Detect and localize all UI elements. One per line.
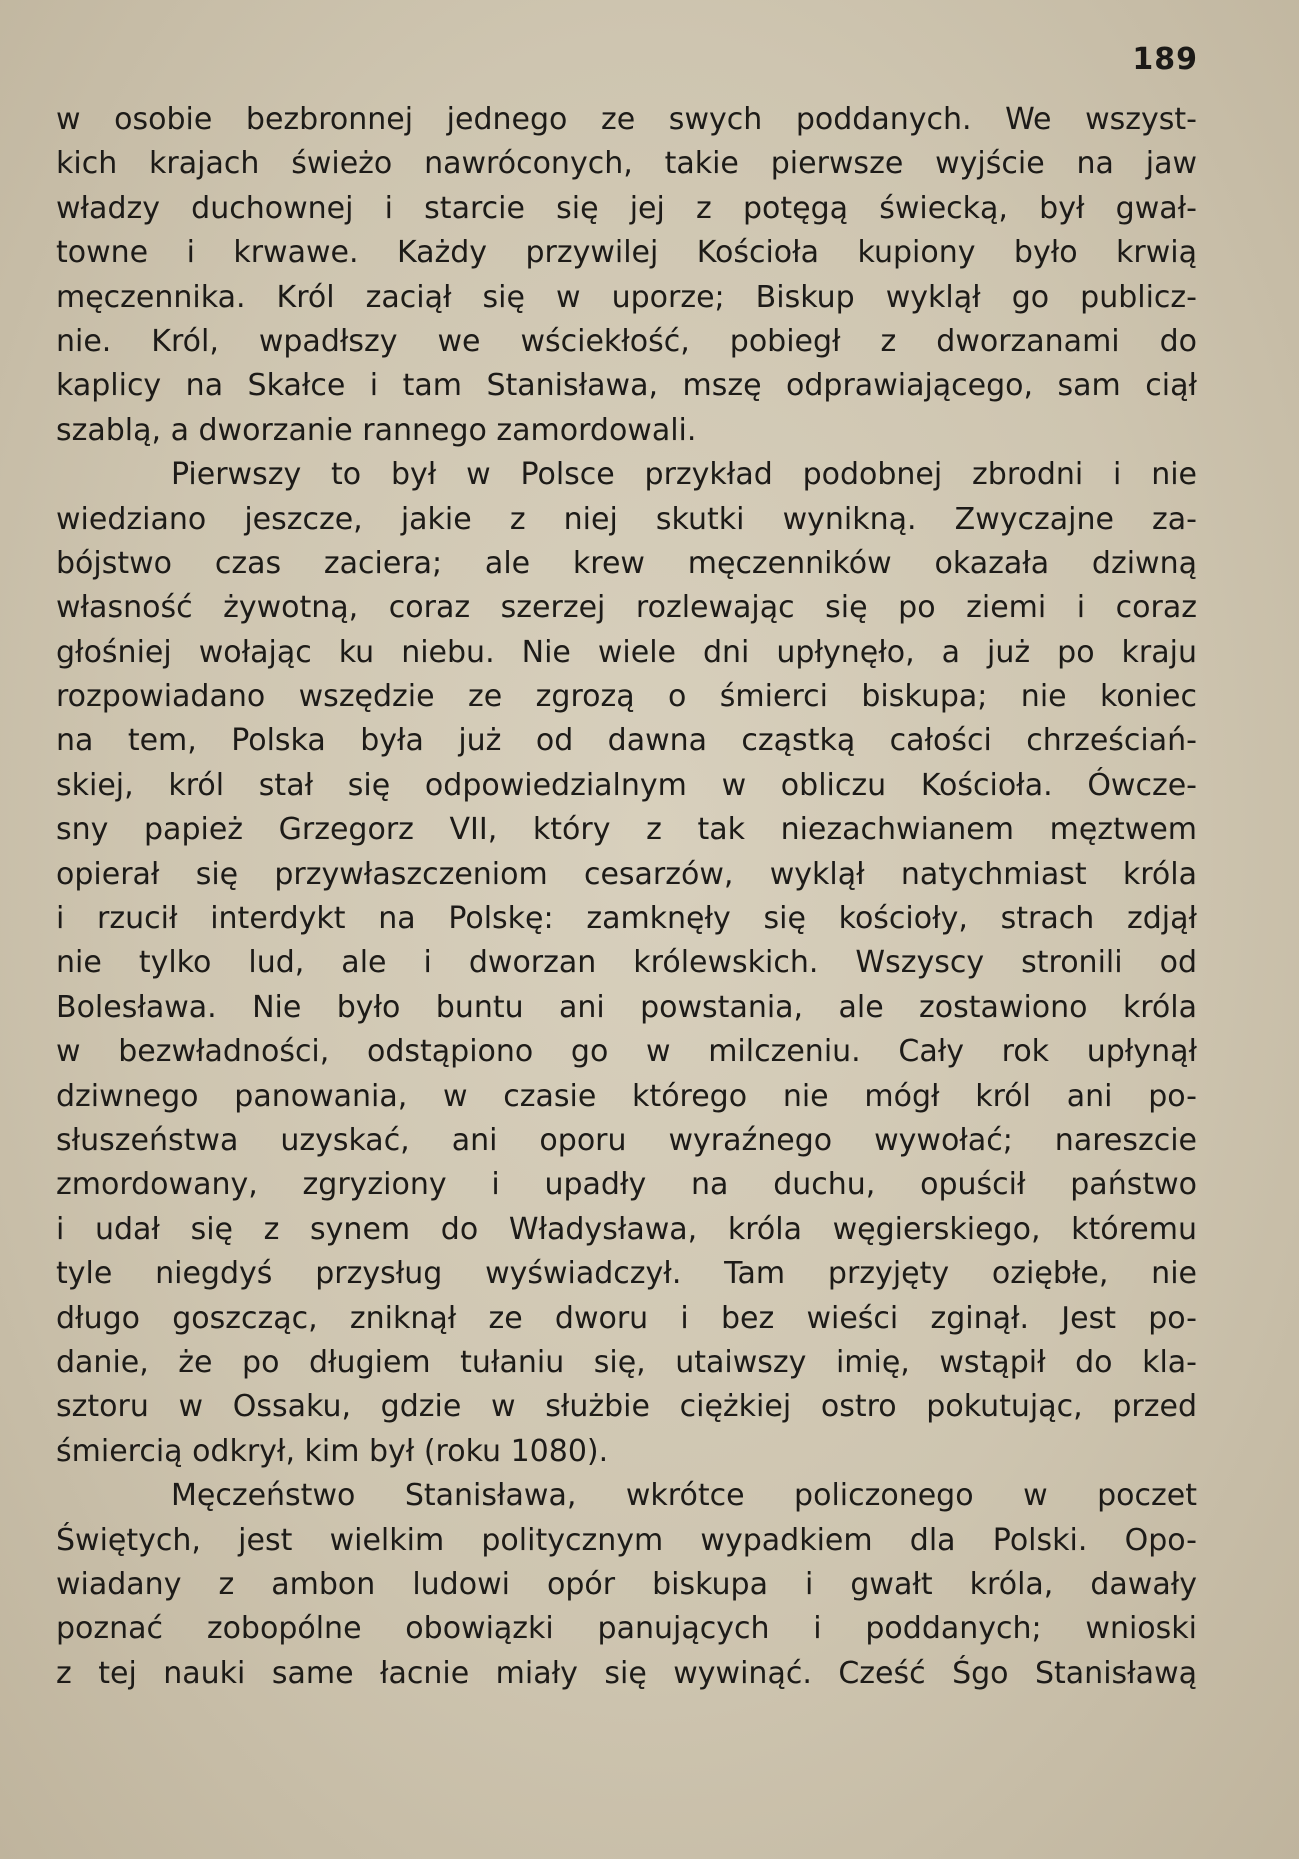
text-line: kich krajach świeżo nawróconych, takie pierwsze wyjście na jaw <box>56 146 1197 182</box>
text-line: własność żywotną, coraz szerzej rozlewając się po ziemi i coraz <box>56 590 1197 626</box>
text-line: Pierwszy to był w Polsce przykład podobnej zbrodni i nie <box>171 457 1197 493</box>
text-line: opierał się przywłaszczeniom cesarzów, wyklął natychmiast króla <box>56 856 1197 892</box>
text-line: kaplicy na Skałce i tam Stanisława, mszę odprawiającego, sam ciął <box>56 368 1197 404</box>
text-line: śmiercią odkrył, kim był (roku 1080). <box>56 1433 609 1469</box>
text-line: i udał się z synem do Władysława, króla węgierskiego, któremu <box>56 1211 1197 1247</box>
paragraph-2 <box>56 453 1197 1474</box>
text-line: w osobie bezbronnej jednego ze swych poddanych. We wszyst- <box>56 102 1197 137</box>
text-line: skiej, król stał się odpowiedzialnym w obliczu Kościoła. Ówcze- <box>56 767 1197 803</box>
page-number: 189 <box>1132 42 1198 77</box>
text-line: długo goszcząc, zniknął ze dworu i bez wieści zginął. Jest po- <box>56 1300 1197 1336</box>
body-text <box>56 98 1197 1696</box>
text-line: Świętych, jest wielkim politycznym wypadkiem dla Polski. Opo- <box>56 1522 1197 1558</box>
text-line: na tem, Polska była już od dawna cząstką całości chrześciań- <box>56 723 1197 759</box>
paragraph-1 <box>56 98 1197 453</box>
text-line: towne i krwawe. Każdy przywilej Kościoła kupiony było krwią <box>56 235 1197 271</box>
text-line: Bolesława. Nie było buntu ani powstania, ale zostawiono króla <box>56 989 1197 1025</box>
text-line: rozpowiadano wszędzie ze zgrozą o śmierci biskupa; nie koniec <box>56 679 1197 715</box>
text-line: szablą, a dworzanie rannego zamordowali. <box>56 412 697 448</box>
text-line: i rzucił interdykt na Polskę: zamknęły się kościoły, strach zdjął <box>56 901 1197 937</box>
text-line: głośniej wołając ku niebu. Nie wiele dni upłynęło, a już po kraju <box>56 634 1197 670</box>
text-line: dziwnego panowania, w czasie którego nie mógł król ani po- <box>56 1078 1197 1114</box>
text-line: męczennika. Król zaciął się w uporze; Biskup wyklął go publicz- <box>56 279 1197 315</box>
paragraph-3 <box>56 1474 1197 1696</box>
text-line: z tej nauki same łacnie miały się wywinąć. Cześć Śgo Stanisławą <box>56 1655 1197 1691</box>
text-line: nie. Król, wpadłszy we wściekłość, pobiegł z dworzanami do <box>56 323 1197 359</box>
text-line: sztoru w Ossaku, gdzie w służbie ciężkiej ostro pokutując, przed <box>56 1389 1197 1425</box>
text-line: poznać zobopólne obowiązki panujących i poddanych; wnioski <box>56 1611 1197 1647</box>
text-line: danie, że po długiem tułaniu się, utaiwszy imię, wstąpił do kla- <box>56 1344 1197 1380</box>
text-line: sny papież Grzegorz VII, który z tak niezachwianem męztwem <box>56 812 1197 848</box>
text-line: zmordowany, zgryziony i upadły na duchu, opuścił państwo <box>56 1167 1197 1203</box>
text-line: Męczeństwo Stanisława, wkrótce policzonego w poczet <box>171 1478 1197 1514</box>
text-line: słuszeństwa uzyskać, ani oporu wyraźnego wywołać; nareszcie <box>56 1122 1197 1158</box>
text-line: bójstwo czas zaciera; ale krew męczenników okazała dziwną <box>56 545 1197 581</box>
text-line: wiedziano jeszcze, jakie z niej skutki wynikną. Zwyczajne za- <box>56 501 1197 537</box>
text-line: wiadany z ambon ludowi opór biskupa i gwałt króla, dawały <box>56 1566 1197 1602</box>
text-line: w bezwładności, odstąpiono go w milczeniu. Cały rok upłynął <box>56 1034 1197 1070</box>
text-line: nie tylko lud, ale i dworzan królewskich. Wszyscy stronili od <box>56 945 1197 981</box>
text-line: władzy duchownej i starcie się jej z potęgą świecką, był gwał- <box>56 190 1197 226</box>
text-line: tyle niegdyś przysług wyświadczył. Tam przyjęty oziębłe, nie <box>56 1256 1197 1292</box>
